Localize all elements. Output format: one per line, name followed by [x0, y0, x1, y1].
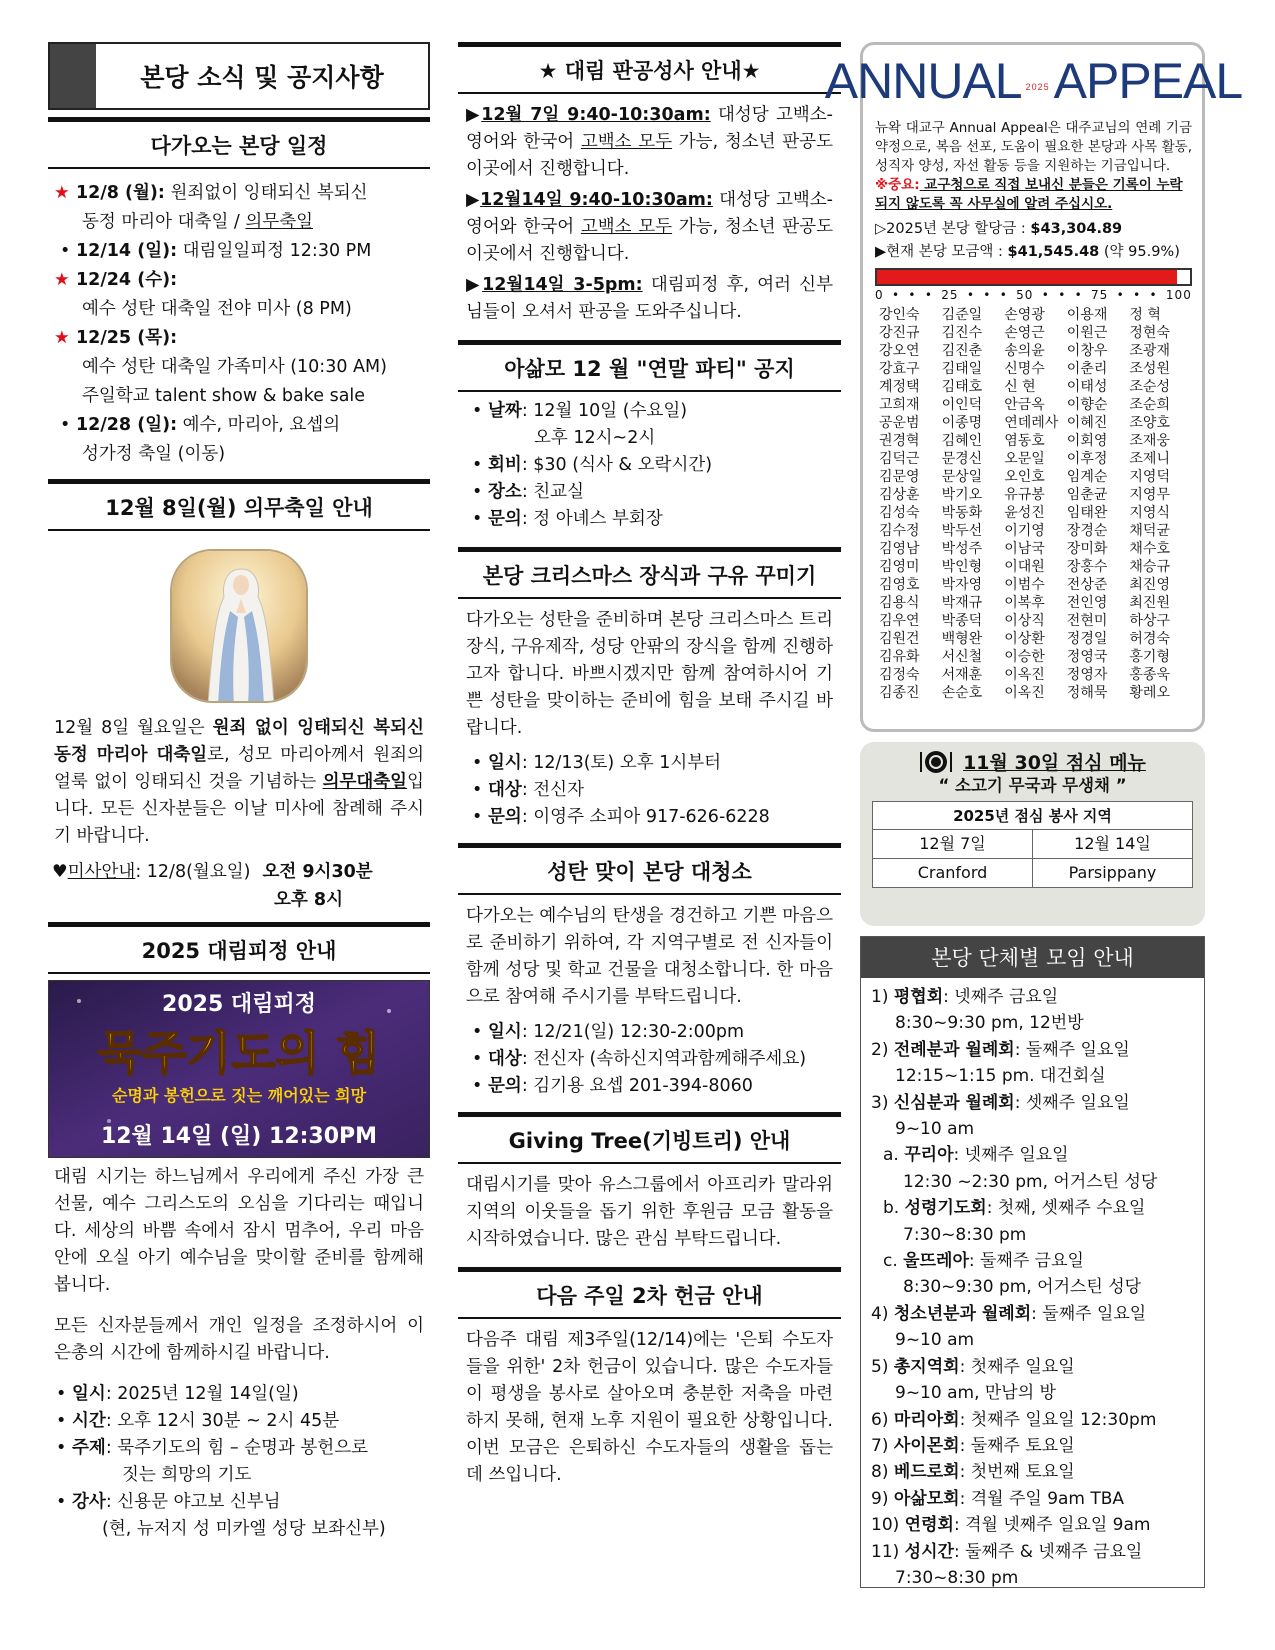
mass-date: : 12/8(월요일) — [135, 862, 251, 882]
group-item: 6) 마리아회: 첫째주 일요일 12:30pm — [871, 1409, 1157, 1430]
donor-name: 최진원 — [1129, 595, 1170, 611]
group-item-detail: 9~10 am — [895, 1330, 975, 1351]
donor-name: 전인영 — [1066, 595, 1108, 611]
donor-name: 박종덕 — [941, 613, 983, 629]
donor-name: 황레오 — [1129, 685, 1170, 701]
donor-name: 지영덕 — [1129, 469, 1170, 485]
donor-name: 오문일 — [1004, 451, 1045, 467]
schedule-line: 예수 성탄 대축일 가족미사 (10:30 AM) — [82, 357, 387, 377]
right-column — [824, 42, 1243, 1588]
donor-name: 홍기형 — [1129, 649, 1170, 665]
schedule-item — [54, 411, 430, 440]
retreat-text-1: 대림 시기는 하느님께서 우리에게 주신 가장 큰 선물, 예수 그리스도의 오심을 기다리는 때입니다. 세상의 바쁨 속에서 잠시 멈추어, 우리 마음 안에 오실 아기 예수님을 맞이할 준비를 함께해 봅니다. — [54, 1167, 424, 1295]
table-cell: 12월 7일 — [919, 834, 986, 853]
deco-detail: • 일시: 12/13(토) 오후 1시부터 — [468, 750, 841, 777]
deco-details — [458, 742, 841, 831]
retreat-detail: • 일시: 2025년 12월 14일(일) — [52, 1381, 430, 1408]
appeal-intro: 뉴왁 대교구 Annual Appeal은 대주교님의 연례 기금 약정으로, 복음 선포, 도움이 필요한 본당과 사목 활동, 성직자 양성, 자선 활동 등을 지원하는 기금입니다. — [875, 120, 1192, 174]
donor-name: 박성주 — [941, 541, 983, 557]
donor-name: 김덕근 — [879, 451, 920, 467]
cleaning-detail: • 일시: 12/21(일) 12:30-2:00pm — [468, 1019, 841, 1046]
donor-name: 정 혁 — [1129, 307, 1161, 323]
group-item: 1) 평협회: 넷째주 금요일 — [871, 987, 1059, 1007]
confession-item: ▶12월14일 3-5pm: 대림피정 후, 여러 신부님들이 오셔서 판공을 도와주십니다. — [466, 275, 833, 322]
donor-name: 조재웅 — [1129, 433, 1170, 449]
donor-name: 김종진 — [879, 685, 920, 701]
group-item-detail: 8:30~9:30 pm, 어거스틴 성당 — [903, 1277, 1142, 1298]
retreat-text-2: 모든 신자분들께서 개인 일정을 조정하시어 이 은총의 시간에 함께하시길 바랍니다. — [54, 1316, 424, 1363]
mass-label: 미사안내 — [67, 862, 136, 882]
donor-name: 이종명 — [941, 415, 983, 431]
schedule-date: 12/8 (월): — [76, 183, 165, 203]
party-detail: • 날짜: 12월 10일 (수요일) 오후 12시~2시 — [468, 398, 841, 452]
schedule-date: 12/28 (일): — [76, 415, 178, 435]
appeal-warning: ※중요: 교구청으로 직접 보내신 분들은 기록이 누락되지 않도록 꼭 사무실에 알려 주십시오. — [875, 177, 1183, 212]
donor-name: 김혜인 — [941, 433, 983, 449]
scale-tick: • — [966, 288, 975, 302]
page-title-box — [48, 42, 430, 110]
group-item: 7) 사이몬회: 둘째주 토요일 — [871, 1435, 1075, 1456]
party-detail: • 회비: $30 (식사 & 오락시간) — [468, 452, 841, 479]
schedule-line: 예수 성탄 대축일 전야 미사 (8 PM) — [82, 299, 352, 319]
deco-detail: • 대상: 전신자 — [468, 777, 841, 804]
donor-name: 김용식 — [879, 595, 920, 611]
donor-name: 백형완 — [941, 631, 983, 647]
donor-name: 전상준 — [1066, 577, 1108, 593]
group-item: 5) 총지역회: 첫째주 일요일 — [871, 1356, 1075, 1377]
donor-name: 정영국 — [1066, 649, 1108, 665]
poster-line-1: 2025 대림피정 — [162, 992, 316, 1017]
donor-name: 이향순 — [1066, 397, 1108, 413]
donor-name: 이범수 — [1004, 577, 1045, 593]
lunch-menu-box — [860, 742, 1205, 926]
schedule-line: 성가정 축일 (이동) — [82, 444, 226, 464]
donor-name: 박재규 — [941, 595, 983, 611]
group-item: 8) 베드로회: 첫번째 토요일 — [871, 1462, 1075, 1483]
donor-name: 강오연 — [879, 343, 920, 359]
schedule-item — [54, 179, 430, 208]
donor-name: 조양호 — [1129, 415, 1170, 431]
donor-name: 정영자 — [1066, 667, 1108, 683]
donor-name: 지영식 — [1129, 505, 1170, 521]
group-item-detail: 9~10 am — [895, 1119, 975, 1140]
donor-name: 강효구 — [879, 361, 920, 377]
scale-tick: • — [1116, 288, 1125, 302]
donor-name: 송의윤 — [1004, 343, 1045, 359]
scale-tick: • — [891, 288, 901, 302]
page-title: 본당 소식 및 공지사항 — [140, 63, 384, 92]
donor-name: 하상구 — [1129, 613, 1170, 629]
scale-tick: 100 — [1165, 288, 1192, 302]
collection-header: 다음 주일 2차 헌금 안내 — [458, 1267, 841, 1319]
donor-name: 김수정 — [879, 523, 920, 539]
donor-name: 이혜진 — [1066, 415, 1108, 431]
bullet-icon: • — [60, 241, 71, 261]
lunch-menu-title: 11월 30일 점심 메뉴 — [872, 748, 1193, 775]
donor-name: 장홍수 — [1066, 559, 1108, 575]
donor-name: 문경신 — [941, 451, 983, 467]
group-item-detail: 7:30~8:30 pm — [903, 1224, 1027, 1245]
scale-tick: 75 — [1091, 288, 1109, 302]
donor-name: 조제니 — [1129, 451, 1170, 467]
donor-name: 이춘리 — [1066, 361, 1108, 377]
scale-tick: • — [924, 288, 933, 302]
lunch-menu-item: “ 소고기 무국과 무생채 ” — [938, 776, 1127, 795]
middle-column — [458, 42, 841, 1489]
mass-info — [48, 850, 430, 914]
donor-name: 장경순 — [1066, 523, 1108, 539]
scale-tick: • — [1058, 288, 1067, 302]
donor-name: 이원근 — [1066, 325, 1108, 341]
donor-name: 김영남 — [879, 541, 920, 557]
group-item: 11) 성시간: 둘째주 & 넷째주 금요일 — [871, 1541, 1143, 1562]
donor-name: 이후정 — [1066, 451, 1108, 467]
annual-appeal-box — [824, 42, 1243, 732]
donor-name: 김정숙 — [879, 667, 920, 683]
donor-name: 김원건 — [879, 631, 920, 647]
donor-name: 박인형 — [941, 559, 983, 575]
donor-name: 채덕균 — [1129, 523, 1170, 539]
donor-name: 권경혁 — [879, 433, 920, 449]
group-item: a. 꾸리아: 넷째주 일요일 — [883, 1145, 1069, 1166]
retreat-details — [48, 1381, 430, 1543]
donor-name: 김태일 — [941, 361, 983, 377]
donor-name: 이회영 — [1066, 433, 1108, 449]
donor-name: 이창우 — [1066, 343, 1108, 359]
donor-name: 오인호 — [1004, 469, 1045, 485]
poster-line-2: 묵주기도의 힘 — [97, 1026, 381, 1080]
donor-name: 이용재 — [1066, 307, 1108, 323]
deco-header: 본당 크리스마스 장식과 구유 꾸미기 — [458, 547, 841, 599]
group-meetings-header: 본당 단체별 모임 안내 — [861, 937, 1204, 978]
annual-appeal-logo: ANNUAL 2025 APPEAL — [824, 53, 1243, 109]
donor-name: 서신철 — [941, 649, 983, 665]
scale-tick: • — [983, 288, 992, 302]
donor-name: 김성숙 — [879, 505, 920, 521]
donor-name: 장미화 — [1066, 541, 1108, 557]
donor-name: 유규봉 — [1004, 487, 1045, 503]
donor-name: 윤성진 — [1004, 505, 1045, 521]
scale-tick: • — [1041, 288, 1050, 302]
giving-text: 대림시기를 맞아 유스그룹에서 아프리카 말라위 지역의 이웃들을 돕기 위한 후원금 모금 활동을 시작하였습니다. 많은 관심 부탁드립니다. — [466, 1175, 833, 1249]
donor-name: 임춘균 — [1066, 487, 1108, 503]
donor-name: 김진수 — [941, 325, 983, 341]
schedule-date: 12/25 (목): — [76, 328, 178, 348]
star-icon: ★ — [54, 328, 70, 348]
poster-line-3: 순명과 봉헌으로 짓는 깨어있는 희망 — [111, 1086, 367, 1105]
heart-icon: ♥ — [52, 862, 68, 882]
donor-name: 연데레사 — [1004, 415, 1059, 431]
donor-name: 고희재 — [879, 397, 920, 413]
schedule-line: 동정 마리아 대축일 / 의무축일 — [82, 212, 314, 232]
donor-name: 박동화 — [941, 505, 983, 521]
group-item: 3) 신심분과 월례회: 셋째주 일요일 — [871, 1092, 1130, 1113]
donor-name: 이태성 — [1066, 379, 1108, 395]
schedule-date: 12/24 (수): — [76, 270, 178, 290]
donor-name: 이옥진 — [1004, 667, 1045, 683]
lunch-service-table — [872, 801, 1193, 888]
confession-header: ★ 대림 판공성사 안내★ — [458, 42, 841, 94]
mary-image — [170, 549, 308, 703]
star-icon: ★ — [54, 270, 70, 290]
donor-name: 조순성 — [1129, 379, 1170, 395]
group-meetings-list — [861, 978, 1204, 1591]
donor-name: 최진영 — [1129, 577, 1170, 593]
retreat-poster — [48, 980, 430, 1158]
donor-name: 박자영 — [941, 577, 983, 593]
appeal-goal: ▷2025년 본당 할당금 : $43,304.89 — [875, 221, 1123, 237]
donor-name: 염동호 — [1004, 433, 1045, 449]
donor-name: 공운범 — [879, 415, 920, 431]
donor-name: 이승한 — [1004, 649, 1045, 665]
donor-name: 이상직 — [1004, 613, 1045, 629]
donor-name: 김우연 — [879, 613, 920, 629]
donor-name: 김태호 — [941, 379, 983, 395]
retreat-detail: • 시간: 오후 12시 30분 ~ 2시 45분 — [52, 1408, 430, 1435]
appeal-raised: ▶현재 본당 모금액 : $41,545.48 (약 95.9%) — [875, 244, 1180, 260]
donor-name: 안금옥 — [1004, 397, 1045, 413]
group-item: 9) 아삶모회: 격월 주일 9am TBA — [871, 1488, 1125, 1509]
group-meetings-box — [860, 936, 1205, 1588]
donor-name: 정경일 — [1066, 631, 1108, 647]
appeal-progress-scale — [875, 288, 1192, 302]
mass-time-1: 오전 9시30분 — [262, 862, 373, 882]
group-item: c. 울뜨레아: 둘째주 금요일 — [883, 1251, 1084, 1272]
donor-name: 박두선 — [941, 523, 983, 539]
schedule-text: 예수, 마리아, 요셉의 — [177, 415, 341, 435]
party-detail: • 장소: 친교실 — [468, 479, 841, 506]
donor-name: 이상환 — [1004, 631, 1045, 647]
cleaning-detail: • 대상: 전신자 (속하신지역과함께해주세요) — [468, 1046, 841, 1073]
donor-name: 강진규 — [879, 325, 920, 341]
group-item: 2) 전례분과 월례회: 둘째주 일요일 — [871, 1039, 1130, 1060]
donor-name: 김진춘 — [941, 343, 983, 359]
scale-tick: 50 — [1016, 288, 1034, 302]
scale-tick: 25 — [941, 288, 959, 302]
donor-name: 김유화 — [879, 649, 920, 665]
donor-name: 문상일 — [941, 469, 983, 485]
donor-name: 손영광 — [1004, 307, 1045, 323]
schedule-item — [54, 266, 430, 295]
giving-header: Giving Tree(기빙트리) 안내 — [458, 1112, 841, 1164]
holyday-header: 12월 8일(월) 의무축일 안내 — [48, 479, 430, 531]
party-details — [458, 392, 841, 533]
table-cell: 12월 14일 — [1032, 830, 1192, 858]
donor-name: 조성원 — [1129, 361, 1170, 377]
donor-name: 이복후 — [1004, 595, 1045, 611]
donor-name: 허경숙 — [1129, 631, 1170, 647]
scale-tick: • — [1074, 288, 1083, 302]
donor-name: 이옥진 — [1004, 685, 1045, 701]
retreat-detail: • 강사: 신용문 야고보 신부님 (현, 뉴저지 성 미카엘 성당 보좌신부) — [52, 1489, 430, 1543]
confession-item: ▶12월14일 9:40-10:30am: 대성당 고백소-영어와 한국어 고백소 모두 가능, 청소년 판공도 이곳에서 진행합니다. — [466, 190, 833, 264]
donor-name: 이기영 — [1004, 523, 1045, 539]
table-cell: Cranford — [917, 863, 988, 882]
group-item-detail: 8:30~9:30 pm, 12번방 — [895, 1013, 1084, 1034]
appeal-progress-bar — [875, 268, 1192, 286]
deco-text: 다가오는 성탄을 준비하며 본당 크리스마스 트리 장식, 구유제작, 성당 안팎의 장식을 함께 진행하고자 합니다. 바쁘시겠지만 함께 참여하시어 기쁜 성탄을 맞이하는 준비에 힘을 보태 주시길 바랍니다. — [466, 610, 833, 738]
donor-name: 조광재 — [1129, 343, 1170, 359]
left-column — [48, 42, 430, 1543]
cleaning-text: 다가오는 예수님의 탄생을 경건하고 기쁜 마음으로 준비하기 위하여, 각 지역구별로 전 신자들이 함께 성당 및 학교 건물을 대청소합니다. 한 마음으로 참여해 주시기를 부탁드립니다. — [466, 906, 833, 1007]
donor-name: 박기오 — [941, 487, 983, 503]
donor-name: 임계순 — [1066, 469, 1108, 485]
donor-name: 홍종욱 — [1129, 667, 1170, 683]
group-item-detail: 9~10 am, 만남의 방 — [895, 1383, 1056, 1404]
star-icon: ★ — [54, 183, 70, 203]
group-item-detail: 7:30~8:30 pm — [895, 1567, 1019, 1588]
donor-name: 조순희 — [1129, 397, 1170, 413]
collection-text: 다음주 대림 제3주일(12/14)에는 '은퇴 수도자들을 위한' 2차 헌금이 있습니다. 많은 수도자들이 평생을 봉사로 살아오며 충분한 저축을 마련하지 못해, 현재 노후 지원이 필요한 상황입니다. 이번 모금은 은퇴하신 수도자들의 생활을 돕는 데 쓰입니다. — [466, 1330, 833, 1485]
donor-name: 신명수 — [1004, 361, 1045, 377]
scale-tick: • — [999, 288, 1008, 302]
schedule-line: 주일학교 talent show & bake sale — [82, 386, 366, 406]
confession-item: ▶12월 7일 9:40-10:30am: 대성당 고백소-영어와 한국어 고백소 모두 가능, 청소년 판공도 이곳에서 진행합니다. — [466, 105, 833, 179]
mass-time-2: 오후 8시 — [274, 890, 343, 910]
donor-name: 이대원 — [1004, 559, 1045, 575]
group-item: b. 성령기도회: 첫째, 셋째주 수요일 — [883, 1198, 1146, 1219]
donor-names — [875, 306, 1192, 702]
deco-detail: • 문의: 이영주 소피아 917-626-6228 — [468, 804, 841, 831]
cleaning-details — [458, 1011, 841, 1100]
confession-list — [458, 94, 841, 326]
schedule-text: 원죄없이 잉태되신 복되신 — [164, 183, 368, 203]
appeal-progress-fill — [877, 270, 1177, 284]
lunch-table-header: 2025년 점심 봉사 지역 — [873, 802, 1192, 830]
donor-name: 김준일 — [941, 307, 983, 323]
group-item-detail: 12:30 ~2:30 pm, 어거스틴 성당 — [903, 1171, 1158, 1192]
poster-line-4: 12월 14일 (일) 12:30PM — [100, 1124, 378, 1149]
donor-name: 채승규 — [1129, 559, 1170, 575]
cleaning-detail: • 문의: 김기용 요셉 201-394-8060 — [468, 1073, 841, 1100]
donor-name: 신 현 — [1004, 379, 1036, 395]
donor-name: 정해묵 — [1066, 685, 1108, 701]
upcoming-schedule — [48, 169, 430, 475]
scale-tick: • — [1133, 288, 1142, 302]
donor-name: 이인덕 — [941, 397, 983, 413]
cleaning-header: 성탄 맞이 본당 대청소 — [458, 843, 841, 895]
group-item-detail: 12:15~1:15 pm. 대건회실 — [895, 1066, 1106, 1087]
donor-name: 지영무 — [1129, 487, 1170, 503]
donor-name: 임태완 — [1066, 505, 1108, 521]
donor-name: 김영호 — [879, 577, 920, 593]
donor-name: 이남국 — [1004, 541, 1045, 557]
scale-tick: • — [1149, 288, 1158, 302]
schedule-date: 12/14 (일): — [76, 241, 178, 261]
schedule-item — [54, 324, 430, 353]
donor-name: 손순호 — [941, 685, 983, 701]
scale-tick: • — [908, 288, 917, 302]
dining-icon — [919, 749, 953, 775]
party-header: 아삶모 12 월 "연말 파티" 공지 — [458, 340, 841, 392]
holyday-text: 12월 8일 월요일은 원죄 없이 잉태되신 복되신 동정 마리아 대축일로, 성모 마리아께서 원죄의 얼룩 없이 잉태되신 것을 기념하는 의무대축일입니다. 모든 신자분들은 이날 미사에 참례해 주시기 바랍니다. — [54, 718, 424, 846]
donor-name: 김상훈 — [879, 487, 920, 503]
group-item: 4) 청소년분과 월례회: 둘째주 일요일 — [871, 1303, 1147, 1324]
scale-tick: 0 — [875, 288, 884, 302]
schedule-text: 대림일일피정 12:30 PM — [177, 241, 372, 261]
title-bar-accent — [50, 44, 96, 108]
retreat-header: 2025 대림피정 안내 — [48, 922, 430, 974]
group-item: 10) 연령회: 격월 넷째주 일요일 9am — [871, 1515, 1151, 1536]
donor-name: 전현미 — [1066, 613, 1108, 629]
donor-name: 정현숙 — [1129, 325, 1170, 341]
retreat-detail: • 주제: 묵주기도의 힘 – 순명과 봉헌으로 짓는 희망의 기도 — [52, 1435, 430, 1489]
donor-name: 서재훈 — [941, 667, 983, 683]
donor-name: 김영미 — [879, 559, 920, 575]
donor-name: 김문영 — [879, 469, 920, 485]
donor-name: 강인숙 — [879, 307, 920, 323]
donor-name: 손영근 — [1004, 325, 1045, 341]
upcoming-header: 다가오는 본당 일정 — [48, 117, 430, 169]
bullet-icon: • — [60, 415, 71, 435]
schedule-item — [54, 237, 430, 266]
table-cell: Parsippany — [1032, 859, 1192, 887]
donor-name: 계정택 — [879, 379, 920, 395]
donor-name: 채수호 — [1129, 541, 1170, 557]
party-detail: • 문의: 정 아녜스 부회장 — [468, 506, 841, 533]
